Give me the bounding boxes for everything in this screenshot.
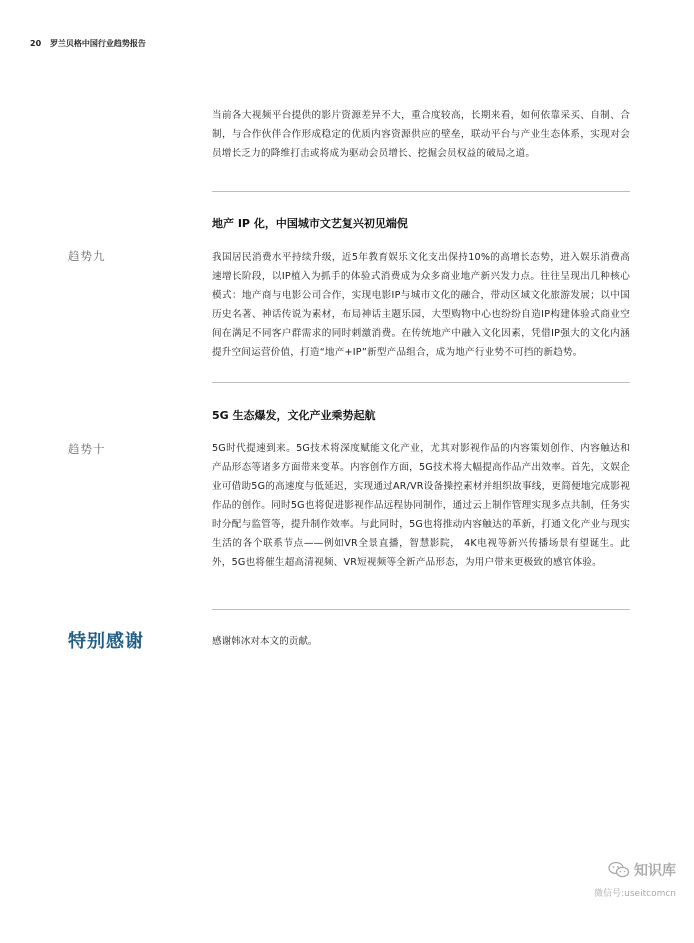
trend10-label: 趋势十 <box>68 442 106 456</box>
trend10-heading: 5G 生态爆发，文化产业乘势起航 <box>212 409 376 422</box>
trend10-section <box>212 439 630 572</box>
watermark <box>566 860 676 899</box>
trend9-section <box>212 248 630 362</box>
watermark-account: 微信号:useitcomcn <box>594 889 676 899</box>
special-thanks-text: 感谢韩冰对本文的贡献。 <box>212 636 318 647</box>
wechat-icon <box>608 861 630 879</box>
report-title: 罗兰贝格中国行业趋势报告 <box>49 39 146 48</box>
trend9-label: 趋势九 <box>68 249 106 263</box>
special-thanks-title: 特别感谢 <box>68 631 144 652</box>
page-number: 20 <box>30 39 42 48</box>
divider <box>212 609 630 610</box>
page-header <box>30 38 146 49</box>
intro-section <box>212 106 630 163</box>
trend9-paragraph: 我国居民消费水平持续升级，近5年教育娱乐文化支出保持10%的高增长态势，进入娱乐消费高速增长阶段，以IP植入为抓手的体验式消费成为众多商业地产新兴发力点。往往呈现出几种核心模式：地产商与电影公司合作，实现电影IP与城市文化的融合，带动区域文化旅游发展；以中国历史名著、神话传说为素材，布局神话主题乐园，大型购物中心也纷纷自造IP构建体验式商业空间在满足不同客户群需求的同时刺激消费。在传统地产中融入文化因素，凭借IP强大的文化内涵提升空间运营价值，打造“地产+IP”新型产品组合，成为地产行业势不可挡的新趋势。 <box>212 252 630 358</box>
trend9-heading: 地产 IP 化，中国城市文艺复兴初见端倪 <box>212 217 408 230</box>
divider <box>212 191 630 192</box>
trend10-paragraph: 5G时代提速到来。5G技术将深度赋能文化产业，尤其对影视作品的内容策划创作、内容触达和产品形态等诸多方面带来变革。内容创作方面，5G技术将大幅提高作品产出效率。首先，文娱企业可借助5G的高速度与低延迟，实现通过AR/VR设备操控素材并组织故事线，更简便地完成影视作品的创作。同时5G也将促进影视作品远程协同制作，通过云上制作管理实现多点共制，任务实时分配与监管等，提升制作效率。与此同时，5G也将推动内容触达的革新，打通文化产业与现实生活的各个联系节点——例如VR全景直播，智慧影院， 4K电视等新兴传播场景有望诞生。此外，5G也将催生超高清视频、VR短视频等全新产品形态，为用户带来更极致的感官体验。 <box>212 443 630 568</box>
watermark-brand: 知识库 <box>634 863 676 879</box>
intro-paragraph: 当前各大视频平台提供的影片资源差异不大，重合度较高，长期来看，如何依靠采买、自制、合制，与合作伙伴合作形成稳定的优质内容资源供应的壁垒，联动平台与产业生态体系，实现对会员增长乏力的降维打击或将成为驱动会员增长、挖掘会员权益的破局之道。 <box>212 110 630 159</box>
divider <box>212 382 630 383</box>
